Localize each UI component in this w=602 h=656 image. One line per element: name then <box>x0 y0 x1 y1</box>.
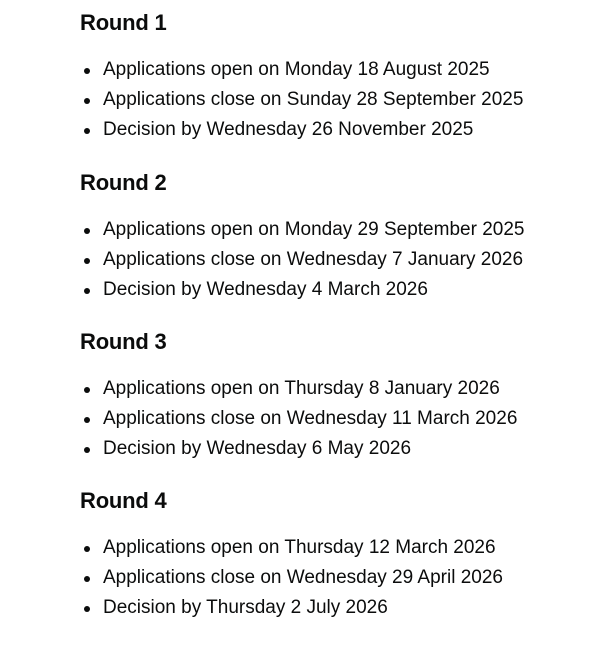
bullet-icon <box>84 98 90 104</box>
bullet-icon <box>84 68 90 74</box>
list-item-text: Applications close on Wednesday 29 April 2026 <box>103 567 503 588</box>
list-item <box>80 115 602 145</box>
bullet-icon <box>84 576 90 582</box>
list-item-text: Applications close on Sunday 28 September 2025 <box>103 89 524 110</box>
round-2-heading: Round 2 <box>80 170 167 195</box>
round-3-section <box>80 328 602 464</box>
bullet-icon <box>84 387 90 393</box>
list-item-text: Decision by Thursday 2 July 2026 <box>103 597 388 618</box>
round-2-section <box>80 169 602 305</box>
round-1-dates-list <box>80 55 602 145</box>
bullet-icon <box>84 606 90 612</box>
list-item-text: Decision by Wednesday 4 March 2026 <box>103 279 428 300</box>
list-item <box>80 434 602 464</box>
round-3-heading: Round 3 <box>80 329 167 354</box>
round-1-heading: Round 1 <box>80 10 167 35</box>
list-item <box>80 215 602 245</box>
list-item-text: Decision by Wednesday 6 May 2026 <box>103 438 412 459</box>
bullet-icon <box>84 228 90 234</box>
list-item-text: Applications open on Thursday 8 January 2026 <box>103 378 500 399</box>
list-item <box>80 55 602 85</box>
list-item-text: Applications open on Thursday 12 March 2026 <box>103 537 496 558</box>
round-4-dates-list <box>80 533 602 623</box>
bullet-icon <box>84 546 90 552</box>
list-item-text: Decision by Wednesday 26 November 2025 <box>103 119 474 140</box>
round-3-dates-list <box>80 374 602 464</box>
bullet-icon <box>84 447 90 453</box>
list-item-text: Applications open on Monday 18 August 2025 <box>103 59 490 80</box>
list-item-text: Applications close on Wednesday 11 March 2026 <box>103 408 518 429</box>
list-item <box>80 374 602 404</box>
round-4-heading: Round 4 <box>80 488 167 513</box>
bullet-icon <box>84 128 90 134</box>
list-item <box>80 563 602 593</box>
list-item <box>80 85 602 115</box>
bullet-icon <box>84 288 90 294</box>
bullet-icon <box>84 258 90 264</box>
list-item <box>80 275 602 305</box>
list-item-text: Applications open on Monday 29 September 2025 <box>103 219 525 240</box>
round-2-dates-list <box>80 215 602 305</box>
list-item <box>80 593 602 623</box>
round-1-section <box>80 9 602 145</box>
list-item <box>80 533 602 563</box>
bullet-icon <box>84 417 90 423</box>
list-item-text: Applications close on Wednesday 7 January 2026 <box>103 249 524 270</box>
list-item <box>80 404 602 434</box>
list-item <box>80 245 602 275</box>
round-4-section <box>80 487 602 623</box>
